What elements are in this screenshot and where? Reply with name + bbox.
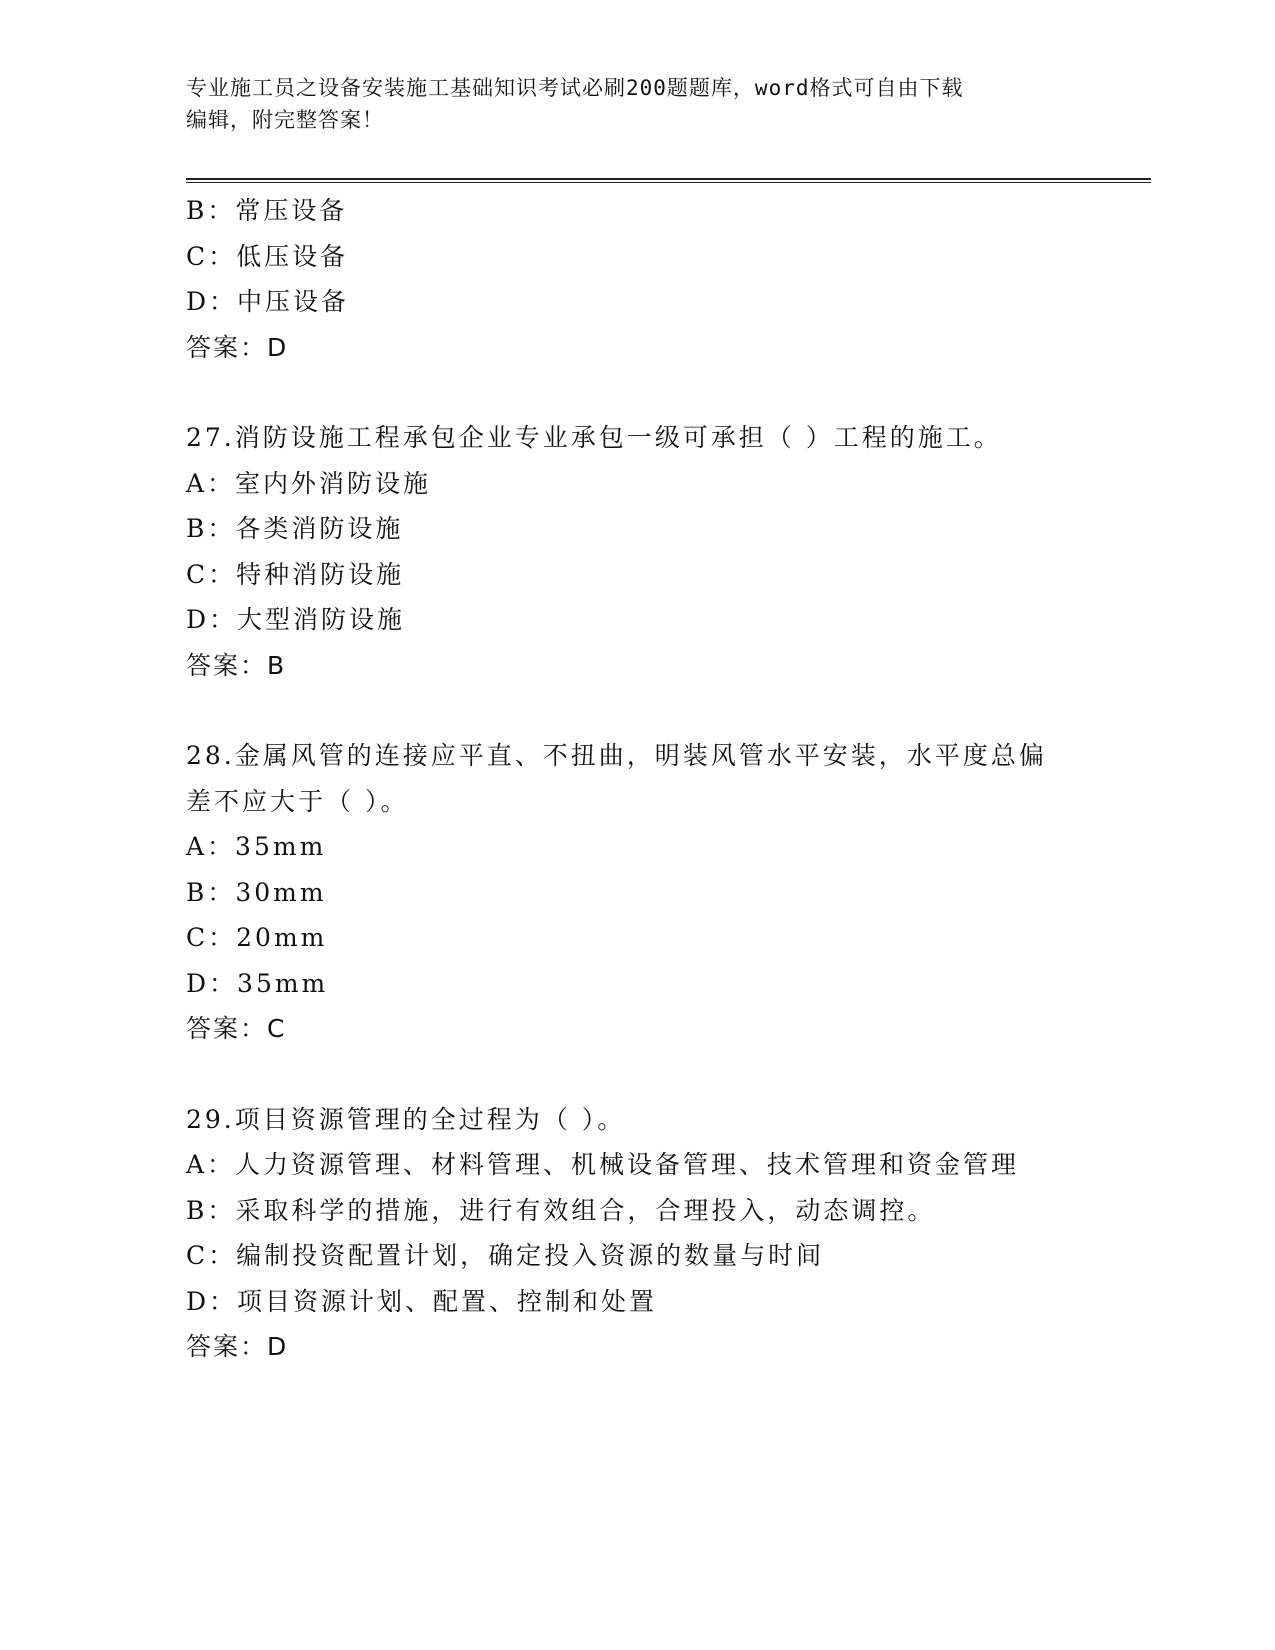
answer: 答案：D — [186, 1332, 289, 1361]
question-text-line-1: 28.金属风管的连接应平直、不扭曲，明装风管水平安装，水平度总偏 — [186, 741, 1047, 770]
option-c: C：编制投资配置计划，确定投入资源的数量与时间 — [186, 1241, 825, 1270]
header-line-2: 编辑，附完整答案！ — [186, 108, 384, 132]
option-a: A：室内外消防设施 — [186, 468, 432, 498]
question-28 — [186, 733, 1106, 1052]
option-a: A：人力资源管理、材料管理、机械设备管理、技术管理和资金管理 — [186, 1150, 1020, 1179]
option-a: A：35mm — [186, 832, 327, 861]
question-text-line-2: 差不应大于（ ）。 — [186, 786, 409, 816]
header-divider-thick — [186, 178, 1151, 180]
header-divider-thin — [186, 182, 1151, 183]
question-29 — [186, 1097, 1106, 1370]
question-text: 29.项目资源管理的全过程为（ ）。 — [186, 1104, 626, 1134]
option-d: D：35mm — [186, 968, 329, 998]
option-b: B：常压设备 — [186, 196, 348, 225]
option-d: D：项目资源计划、配置、控制和处置 — [186, 1286, 658, 1316]
answer: 答案：C — [186, 1014, 287, 1043]
option-c: C：20mm — [186, 923, 328, 952]
document-header — [186, 72, 1086, 136]
question-26 — [186, 188, 1106, 370]
question-text: 27.消防设施工程承包企业专业承包一级可承担（ ）工程的施工。 — [186, 423, 1002, 452]
option-c: C：特种消防设施 — [186, 559, 405, 589]
answer: 答案：B — [186, 650, 287, 680]
option-b: B：30mm — [186, 877, 327, 907]
header-line-1: 专业施工员之设备安装施工基础知识考试必刷200题题库，word格式可自由下载 — [186, 76, 964, 100]
question-list — [186, 188, 1106, 1370]
option-d: D：大型消防设施 — [186, 605, 406, 634]
option-c: C：低压设备 — [186, 241, 349, 271]
option-b: B：采取科学的措施，进行有效组合，合理投入，动态调控。 — [186, 1195, 936, 1225]
question-27 — [186, 415, 1106, 688]
option-d: D：中压设备 — [186, 287, 350, 316]
answer: 答案：D — [186, 332, 289, 362]
option-b: B：各类消防设施 — [186, 514, 404, 543]
